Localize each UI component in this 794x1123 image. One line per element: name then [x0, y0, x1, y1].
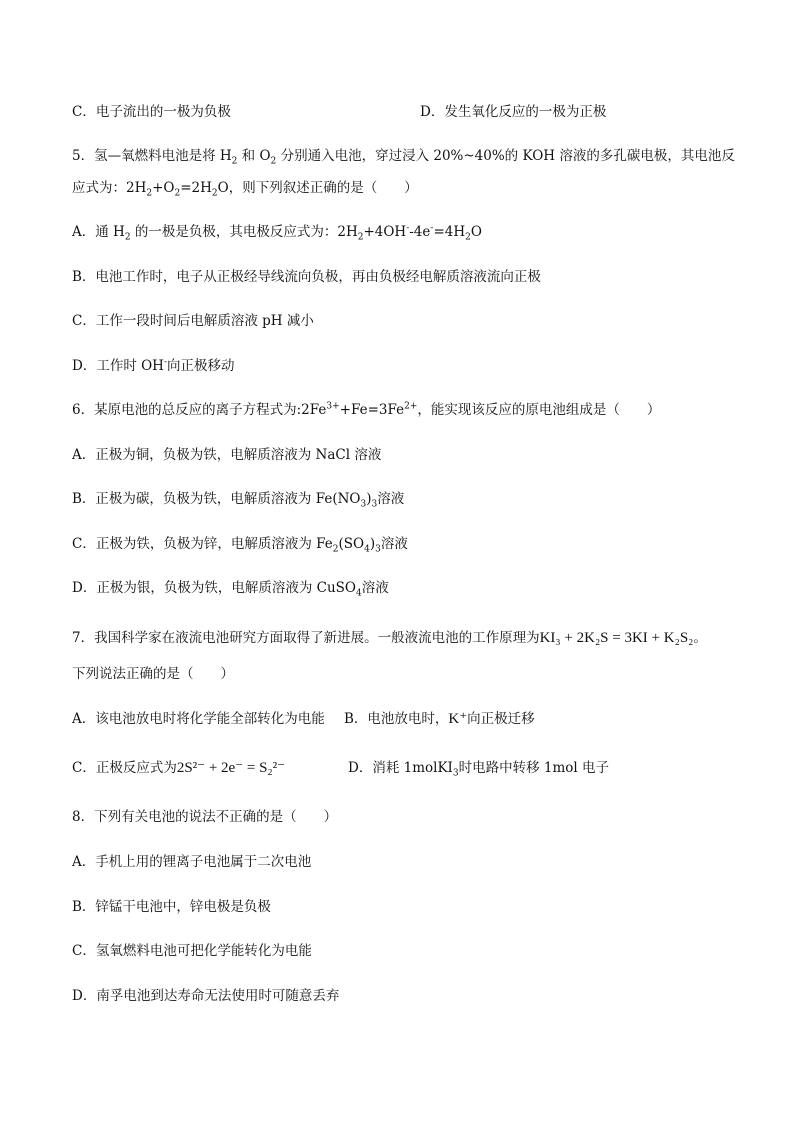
q7-option-d: D．消耗 1molKI$_3$时电路中转移 1mol 电子 — [348, 760, 610, 779]
q7-equation: KI₃ + 2K₂S = 3KI + K₂S₂ — [539, 630, 694, 646]
q8-option-b: B．锌锰干电池中，锌电极是负极 — [72, 899, 271, 915]
q4-option-c — [72, 102, 607, 122]
q4-option-c-text: C．电子流出的一极为负极 — [72, 104, 231, 120]
q6-option-d: D．正极为银，负极为铁，电解质溶液为 CuSO$_4$溶液 — [72, 580, 389, 599]
q5-option-a: A．通 $H_2$ 的一极是负极，其电极反应式为：$2H_2+4OH^--4e^-=4H_2O$ — [72, 223, 482, 243]
q5-stem-line2: 应式为：$2H_2+O_2=2H_2O$，则下列叙述正确的是（ ） — [72, 180, 418, 199]
q7-option-c-equation: 2S²⁻ + 2e⁻ = S₂²⁻ — [176, 760, 286, 776]
q5-option-d: D．工作时 OH-向正极移动 — [72, 357, 235, 374]
q4-option-d: D．发生氧化反应的一极为正极 — [420, 104, 607, 120]
q5-option-c: C．工作一段时间后电解质溶液 pH 减小 — [72, 313, 314, 329]
q7-stem-line2: 下列说法正确的是（ ） — [72, 666, 234, 682]
q7-option-b: B．电池放电时，K⁺向正极迁移 — [344, 711, 535, 727]
q7-option-a: A．该电池放电时将化学能全部转化为电能 B．电池放电时，K⁺向正极迁移 — [72, 711, 535, 727]
q7-stem-line1: 7．我国科学家在液流电池研究方面取得了新进展。一般液流电池的工作原理为KI₃ + 2K₂S = 3KI + K₂S₂。 — [72, 630, 707, 646]
q6-stem: 6．某原电池的总反应的离子方程式为$:2Fe^{3+}+Fe=3Fe^{2+}$，能实现该反应的原电池组成是（ ） — [72, 401, 661, 418]
q8-option-d: D．南孚电池到达寿命无法使用时可随意丢弃 — [72, 988, 340, 1004]
q8-stem: 8．下列有关电池的说法不正确的是（ ） — [72, 809, 338, 825]
q8-option-c: C．氢氧燃料电池可把化学能转化为电能 — [72, 943, 312, 959]
q7-option-c: C．正极反应式为2S²⁻ + 2e⁻ = S₂²⁻ D．消耗 1molKI$_3$时电路中转移 1mol 电子 — [72, 760, 610, 779]
q5-stem-line1: 5．氢—氧燃料电池是将 $H_2$ 和 $O_2$ 分别通入电池，穿过浸入 20%~40%的 KOH 溶液的多孔碳电极，其电池反 — [72, 148, 735, 167]
q6-option-a: A．正极为铜，负极为铁，电解质溶液为 NaCl 溶液 — [72, 447, 382, 463]
q5-option-b: B．电池工作时，电子从正极经导线流向负极，再由负极经电解质溶液流向正极 — [72, 269, 541, 285]
q6-option-c: C．正极为铁，负极为锌，电解质溶液为 $Fe_2(SO_4)_3$溶液 — [72, 536, 408, 555]
q6-option-b: B．正极为碳，负极为铁，电解质溶液为 $Fe(NO_3)_3$溶液 — [72, 491, 405, 510]
q8-option-a: A．手机上用的锂离子电池属于二次电池 — [72, 854, 312, 870]
